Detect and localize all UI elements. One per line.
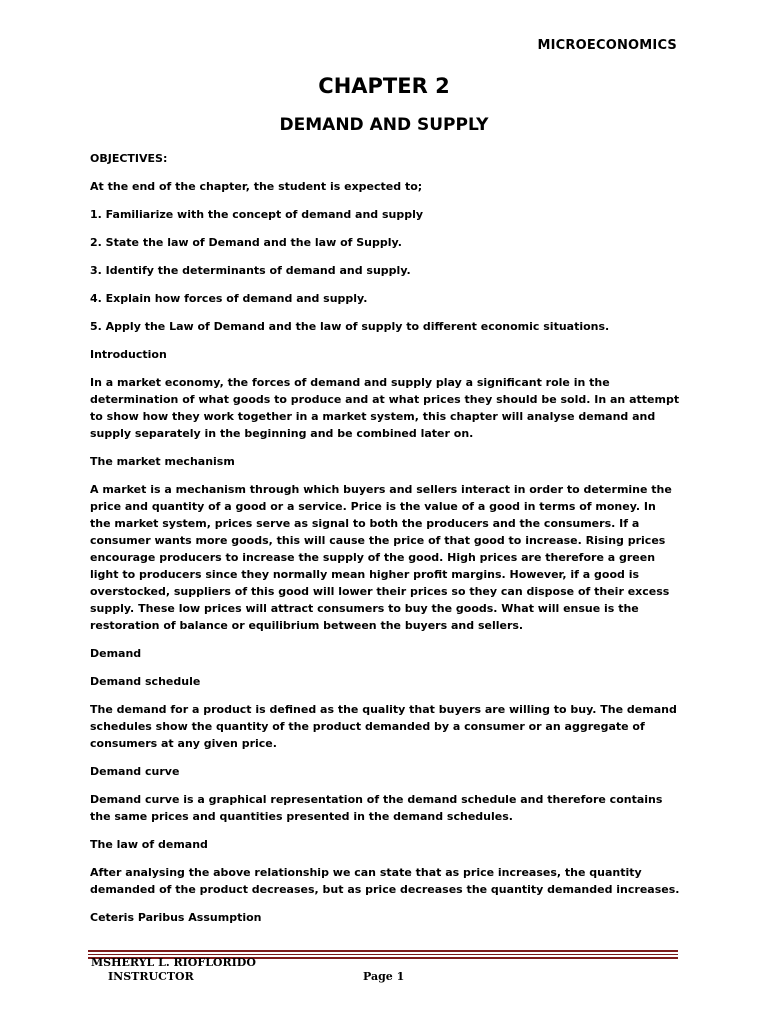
section-body-market-mechanism: A market is a mechanism through which buyers and sellers interact in order to determine the price and quantity of a good or a service. Price is the value of a good in terms of money. In the market system, prices serve as signal to both the producers and the consumers. If a consumer wants more goods, this will cause the price of that good to increase. Rising prices encourage producers to increase the supply of the good. High prices are therefore a green light to producers since they normally mean higher profit margins. However, if a good is overstocked, suppliers of this good will lower their prices so they can dispose of their excess supply. These low prices will attract consumers to buy the goods. What will ensue is the restoration of balance or equilibrium between the buyers and sellers. — [90, 483, 672, 632]
objectives-label: OBJECTIVES: — [90, 152, 168, 165]
section-heading-market-mechanism: The market mechanism — [90, 455, 235, 468]
chapter-title: CHAPTER 2 — [318, 74, 450, 98]
objective-item: 1. Familiarize with the concept of demand and supply — [90, 208, 424, 221]
section-body-demand-curve: Demand curve is a graphical representation of the demand schedule and therefore contains the same prices and quantities presented in the demand schedules. — [90, 793, 663, 823]
section-heading-introduction: Introduction — [90, 348, 167, 361]
section-body-law-of-demand: After analysing the above relationship we can state that as price increases, the quantity demanded of the product decreases, but as price decreases the quantity demanded increases. — [90, 866, 680, 896]
objective-item: 4. Explain how forces of demand and supply. — [90, 292, 368, 305]
objective-item: 2. State the law of Demand and the law of Supply. — [90, 236, 402, 249]
objective-item: 5. Apply the Law of Demand and the law of supply to different economic situations. — [90, 320, 610, 333]
section-heading-ceteris-paribus: Ceteris Paribus Assumption — [90, 911, 262, 924]
section-heading-demand: Demand — [90, 647, 142, 660]
footer-instructor-role: INSTRUCTOR — [108, 970, 194, 983]
section-heading-demand-schedule: Demand schedule — [90, 675, 201, 688]
section-body-demand-schedule: The demand for a product is defined as the quality that buyers are willing to buy. The demand schedules show the quantity of the product demanded by a consumer or an aggregate of consumers at any given price. — [90, 703, 677, 750]
footer-rule-line — [88, 954, 678, 955]
footer-instructor-name: MSHERYL L. RIOFLORIDO — [91, 956, 256, 969]
footer-page-number: Page 1 — [363, 970, 405, 983]
objectives-intro: At the end of the chapter, the student is expected to; — [90, 180, 423, 193]
objective-item: 3. Identify the determinants of demand and supply. — [90, 264, 411, 277]
section-heading-law-of-demand: The law of demand — [90, 838, 208, 851]
section-heading-demand-curve: Demand curve — [90, 765, 180, 778]
section-body-introduction: In a market economy, the forces of demand and supply play a significant role in the determination of what goods to produce and at what prices they should be sold. In an attempt to show how they work together in a market system, this chapter will analyse demand and supply separately in the beginning and be combined later on. — [90, 376, 680, 440]
chapter-subtitle: DEMAND AND SUPPLY — [279, 115, 489, 135]
footer-rule-line — [88, 950, 678, 952]
running-header: MICROECONOMICS — [537, 38, 677, 53]
document-body — [90, 150, 680, 937]
